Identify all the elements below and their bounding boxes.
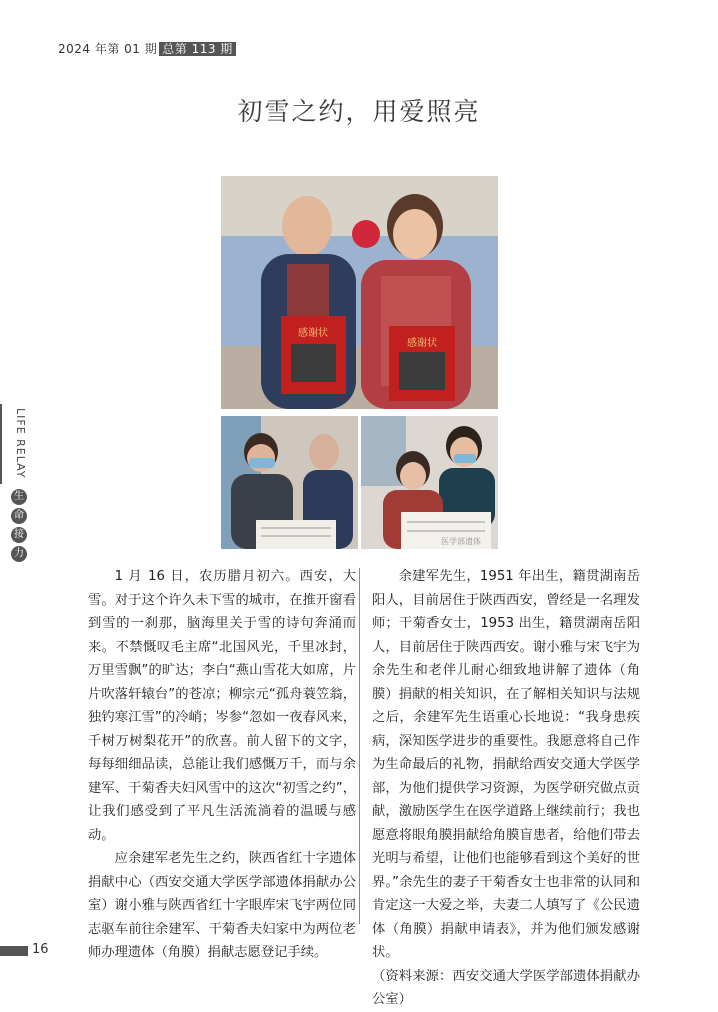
footer-bar [0, 946, 28, 956]
section-char: 力 [11, 546, 27, 562]
certificate-left-label: 感谢状 [298, 328, 328, 339]
section-label-en: LIFE RELAY [14, 408, 27, 479]
article-title: 初雪之约，用爱照亮 [237, 97, 481, 126]
issue-info [58, 40, 236, 57]
issue-label: 2024 年第 01 期 [58, 42, 158, 56]
section-label-cn [11, 489, 27, 562]
section-char: 命 [11, 508, 27, 524]
couple-photo [221, 176, 498, 409]
paragraph: 1 月 16 日，农历腊月初六。西安，大雪。对于这个许久未下雪的城市，在推开窗看到雪的一刹那，脑海里关于雪的诗句奔涌而来。不禁慨叹毛主席“北国风光，千里冰封，万里雪飘”的旷达；李白“燕山雪花大如席，片片吹落轩辕台”的苍凉；柳宗元“孤舟蓑笠翁，独钓寒江雪”的冷峭；岑参“忽如一夜春风来，千树万树梨花开”的欣喜。前人留下的文字，每每细细品读，总能让我们感慨万千，而与余建军、干菊香夫妇风雪中的这次“初雪之约”，让我们感受到了平凡生活流淌着的温暖与感动。 [88, 569, 356, 843]
side-rule [0, 404, 2, 484]
registration-photo-left [221, 416, 358, 549]
source-note: （资料来源：西安交通大学医学部遗体捐献办公室） [372, 968, 640, 1007]
paragraph: 应余建军老先生之约，陕西省红十字遗体捐献中心（西安交通大学医学部遗体捐献办公室）谢小雅与陕西省红十字眼库宋飞宇两位同志驱车前往余建军、干菊香夫妇家中为两位老师办理遗体（角膜）捐献志愿登记手续。 [88, 851, 356, 960]
section-char: 接 [11, 527, 27, 543]
registration-photo-right [361, 416, 498, 549]
total-issue-badge: 总第 113 期 [159, 42, 236, 56]
page-number: 16 [32, 942, 49, 957]
column-divider [359, 568, 360, 924]
photo-watermark: 医学部遗体 [441, 537, 481, 546]
right-column [372, 565, 640, 1012]
paragraph: 余建军先生，1951 年出生，籍贯湖南岳阳人，目前居住于陕西西安，曾经是一名理发师；干菊香女士，1953 出生，籍贯湖南岳阳人，目前居住于陕西西安。谢小雅与宋飞宇为余先生和老伴儿耐心细致地讲解了遗体（角膜）捐献的相关知识，在了解相关知识与法规之后，余建军先生语重心长地说：“我身患疾病，深知医学进步的重要性。我愿意将自己作为生命最后的礼物，捐献给西安交通大学医学部，为他们提供学习资源，为医学研究做点贡献，激励医学生在医学道路上继续前行；我也愿意将眼角膜捐献给角膜盲患者，给他们带去光明与希望，让他们也能够看到这个美好的世界。”余先生的妻子干菊香女士也非常的认同和肯定这一大爱之举，夫妻二人填写了《公民遗体（角膜）捐献申请表》，并为他们颁发感谢状。 [372, 569, 640, 960]
left-column [88, 565, 356, 965]
certificate-right-label: 感谢状 [407, 338, 437, 349]
section-char: 生 [11, 489, 27, 505]
